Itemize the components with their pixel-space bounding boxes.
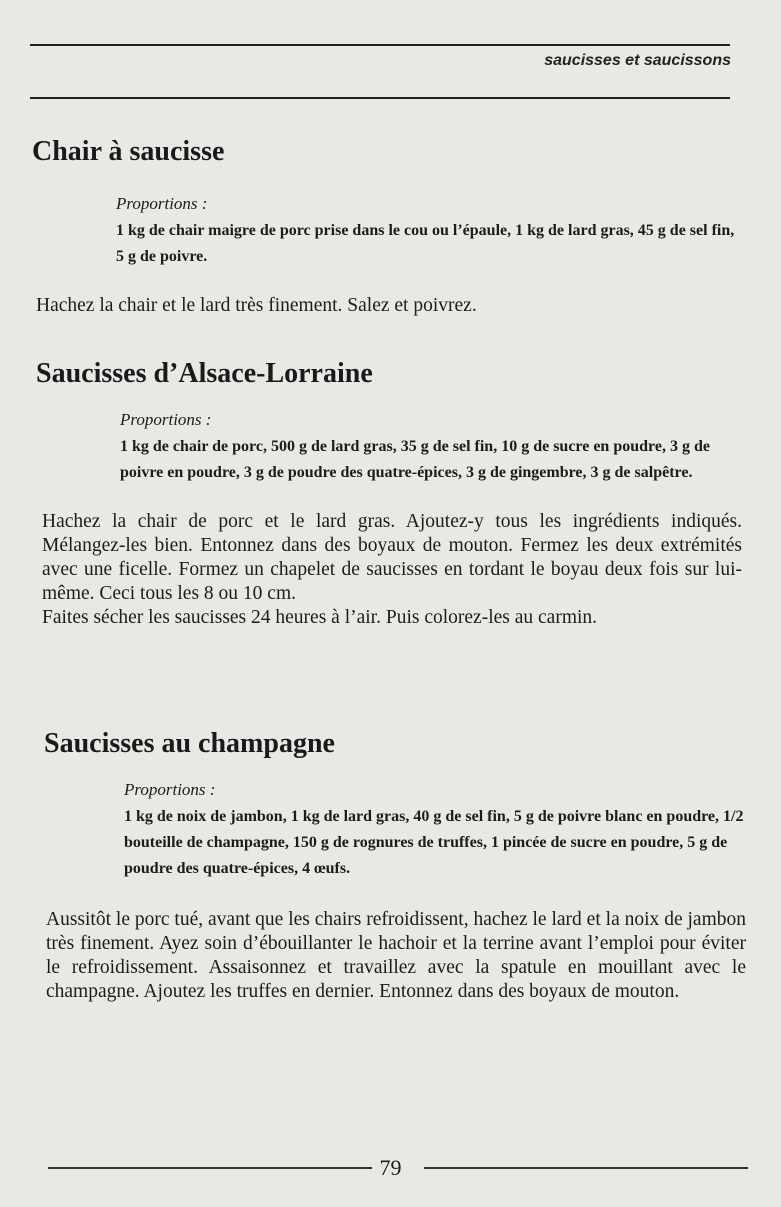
header-bottom-rule (30, 97, 730, 99)
proportions-label: Proportions : (116, 194, 208, 213)
instruction-paragraph: Hachez la chair de porc et le lard gras. Ajoutez-y tous les ingrédients indiqués. Mélangez-les bien. Entonnez dans des boyaux de mouton. Fermez les deux extrémités avec une ficelle. Formez un chapelet de saucisses en tordant le boyau deux fois sur lui-même. Ceci tous les 8 ou 10 cm. (42, 511, 742, 604)
instruction-paragraph: Faites sécher les saucisses 24 heures à l’air. Puis colorez-les au carmin. (42, 607, 598, 628)
proportions-label: Proportions : (120, 410, 212, 429)
page-number: 79 (379, 1155, 402, 1180)
recipe-saucisses-alsace-lorraine (0, 358, 781, 630)
proportions-text: 1 kg de chair de porc, 500 g de lard gras, 35 g de sel fin, 10 g de sucre en poudre, 3 g de poivre en poudre, 3 g de poudre des quatre-épices, 3 g de gingembre, 3 g de salpêtre. (120, 438, 710, 481)
header-top-rule (30, 44, 730, 46)
running-head: saucisses et saucissons (544, 52, 731, 69)
instruction-paragraph: Aussitôt le porc tué, avant que les chairs refroidissent, hachez le lard et la noix de jambon très finement. Ayez soin d’ébouillanter le hachoir et la terrine avant l’emploi pour éviter le refroidissement. Assaisonnez et travaillez avec la spatule en mouillant avec le champagne. Ajoutez les truffes en dernier. Entonnez dans des boyaux de mouton. (46, 909, 746, 1002)
footer-right-rule (424, 1167, 748, 1169)
recipe-saucisses-au-champagne (0, 728, 781, 1004)
recipe-title: Saucisses au champagne (44, 728, 335, 759)
recipe-title: Saucisses d’Alsace-Lorraine (36, 358, 373, 389)
recipe-title: Chair à saucisse (32, 136, 225, 167)
proportions-text: 1 kg de chair maigre de porc prise dans le cou ou l’épaule, 1 kg de lard gras, 45 g de sel fin, 5 g de poivre. (116, 222, 735, 265)
instruction-paragraph: Hachez la chair et le lard très finement. Salez et poivrez. (36, 295, 477, 316)
recipe-chair-a-saucisse (0, 136, 781, 318)
proportions-text: 1 kg de noix de jambon, 1 kg de lard gras, 40 g de sel fin, 5 g de poivre blanc en poudre, 1/2 bouteille de champagne, 150 g de rognures de truffes, 1 pincée de sucre en poudre, 5 g de poudre des quatre-épices, 4 œufs. (124, 808, 744, 877)
proportions-label: Proportions : (124, 780, 216, 799)
